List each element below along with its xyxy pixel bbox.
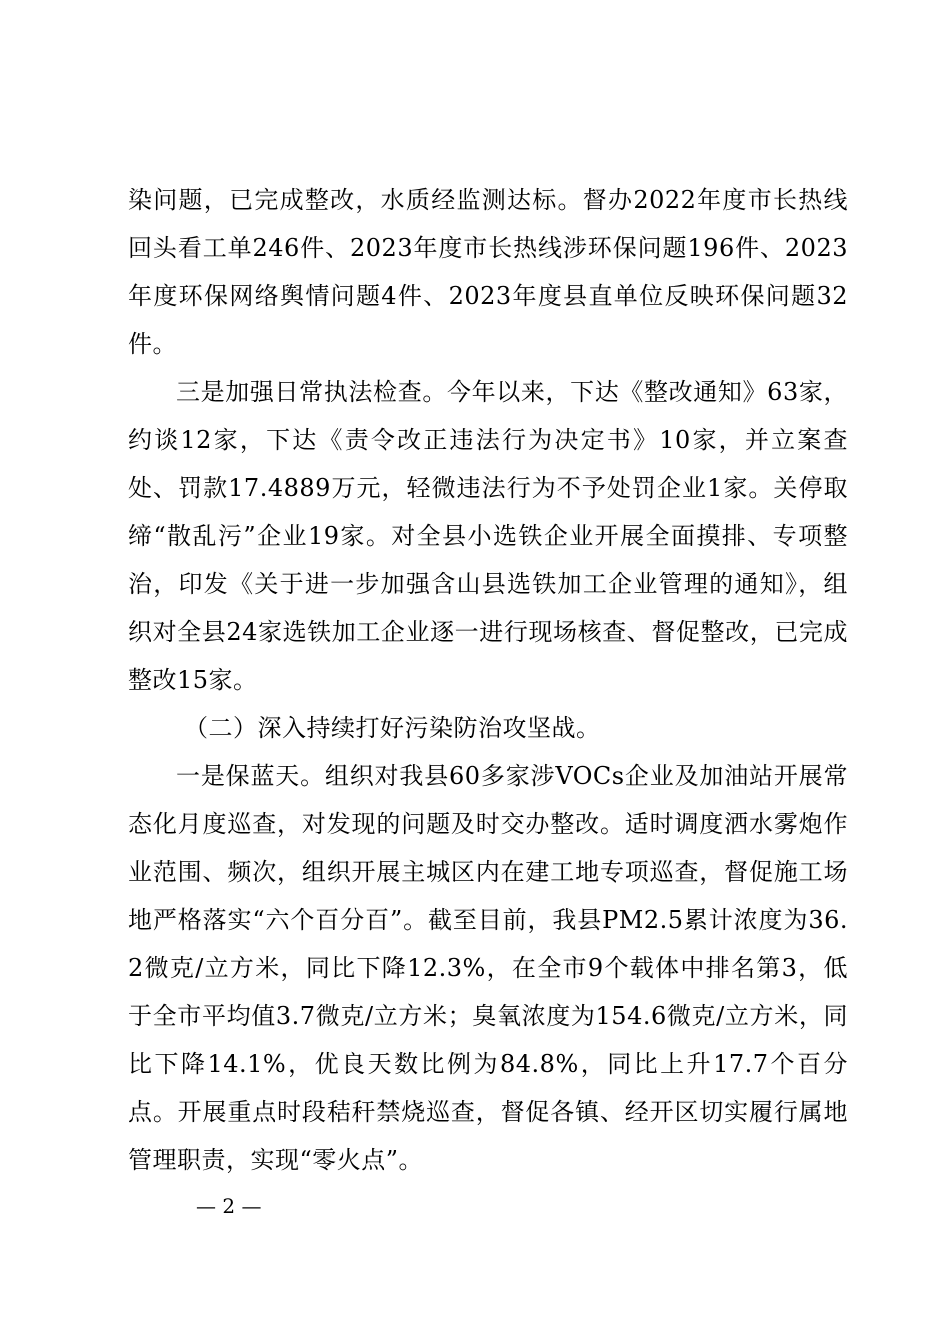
paragraph-blue-sky: 一是保蓝天。组织对我县60多家涉VOCs企业及加油站开展常态化月度巡查，对发现的问题及时交办整改。适时调度洒水雾炮作业范围、频次，组织开展主城区内在建工地专项巡查，督促施工场地严格落实“六个百分百”。截至目前，我县PM2.5累计浓度为36.2微克/立方米，同比下降12.3%，在全市9个载体中排名第3，低于全市平均值3.7微克/立方米；臭氧浓度为154.6微克/立方米，同比下降14.1%，优良天数比例为84.8%，同比上升17.7个百分点。开展重点时段秸秆禁烧巡查，督促各镇、经开区切实履行属地管理职责，实现“零火点”。 [128, 762, 848, 1174]
page-number: — 2 — [196, 1194, 262, 1218]
paragraph-law-enforcement: 三是加强日常执法检查。今年以来，下达《整改通知》63家，约谈12家，下达《责令改正违法行为决定书》10家，并立案查处、罚款17.4889万元，轻微违法行为不予处罚企业1家。关停取缔“散乱污”企业19家。对全县小选铁企业开展全面摸排、专项整治，印发《关于进一步加强含山县选铁加工企业管理的通知》，组织对全县24家选铁加工企业逐一进行现场核查、督促整改，已完成整改15家。 [128, 378, 848, 694]
document-body [128, 176, 848, 1184]
section-heading: （二）深入持续打好污染防治攻坚战。 [184, 714, 601, 742]
paragraph-continuation: 染问题，已完成整改，水质经监测达标。督办2022年度市长热线回头看工单246件、2023年度市长热线涉环保问题196件、2023年度环保网络舆情问题4件、2023年度县直单位反映环保问题32件。 [128, 186, 848, 358]
